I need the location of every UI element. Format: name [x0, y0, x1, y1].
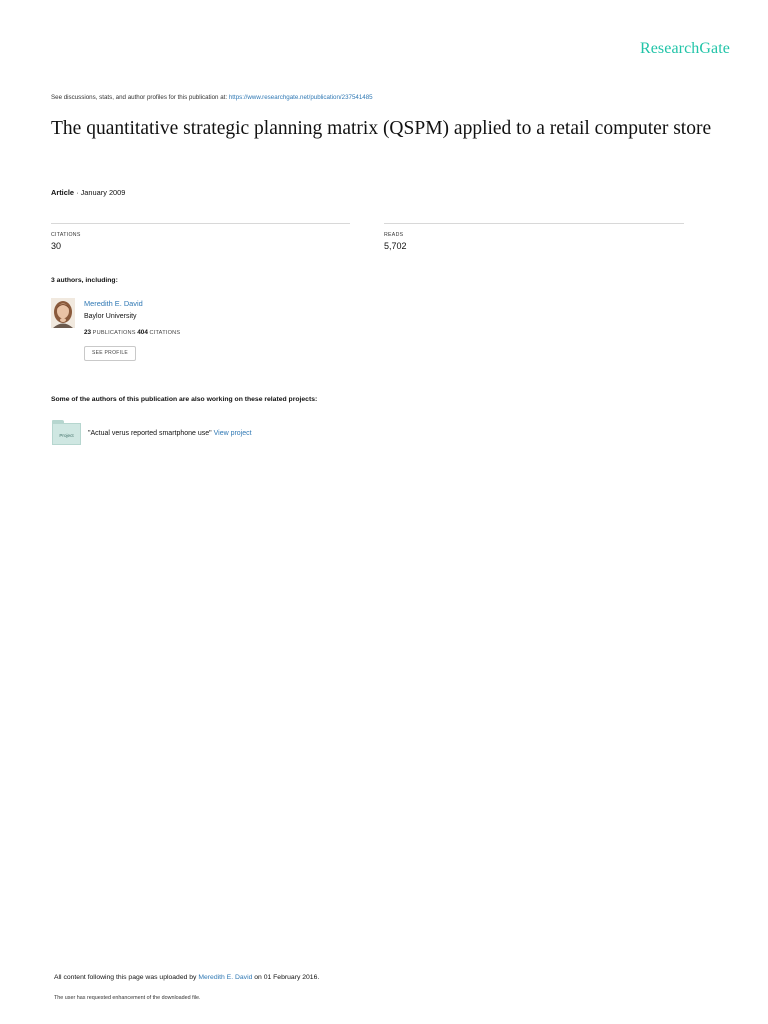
author-name-link[interactable]: Meredith E. David — [84, 299, 143, 308]
author-citations-count: 404 — [137, 329, 148, 336]
publication-meta — [51, 188, 125, 197]
reads-value: 5,702 — [384, 241, 407, 251]
project-thumb-label: Project — [59, 433, 74, 438]
author-stats — [84, 329, 180, 336]
citations-value: 30 — [51, 241, 62, 251]
author-avatar[interactable] — [51, 298, 75, 328]
upload-notice — [54, 974, 319, 981]
author-publications-label: PUBLICATIONS — [92, 330, 136, 336]
source-line — [51, 94, 373, 101]
author-publications-count: 23 — [84, 329, 92, 336]
upload-suffix: on 01 February 2016. — [252, 974, 320, 981]
reads-stat — [384, 223, 684, 251]
publication-link[interactable]: https://www.researchgate.net/publication/237541485 — [228, 94, 373, 101]
author-citations-label: CITATIONS — [149, 330, 181, 336]
reads-label: READS — [384, 232, 404, 238]
related-projects-heading: Some of the authors of this publication are also working on these related projects: — [51, 396, 318, 403]
folder-tab — [52, 420, 64, 424]
publication-date: January 2009 — [80, 188, 126, 197]
enhancement-note: The user has requested enhancement of the downloaded file. — [54, 995, 201, 1001]
project-title: "Actual verus reported smartphone use" — [88, 430, 214, 437]
uploader-link[interactable]: Meredith E. David — [198, 974, 253, 981]
upload-prefix: All content following this page was uploaded by — [54, 974, 199, 981]
citations-label: CITATIONS — [51, 232, 81, 238]
see-profile-button[interactable]: SEE PROFILE — [84, 346, 136, 361]
meta-separator: · — [74, 188, 81, 197]
source-text: See discussions, stats, and author profiles for this publication at: — [51, 94, 229, 101]
researchgate-logo[interactable]: ResearchGate — [639, 40, 730, 57]
project-entry — [88, 430, 252, 437]
author-affiliation: Baylor University — [84, 313, 137, 320]
author-photo-icon — [51, 298, 75, 328]
publication-type: Article — [51, 188, 75, 197]
publication-title: The quantitative strategic planning matrix (QSPM) applied to a retail computer store — [51, 118, 712, 139]
authors-heading: 3 authors, including: — [51, 277, 118, 284]
view-project-link[interactable]: View project — [213, 430, 252, 437]
citations-stat — [51, 223, 350, 251]
project-folder-icon[interactable] — [52, 423, 81, 445]
